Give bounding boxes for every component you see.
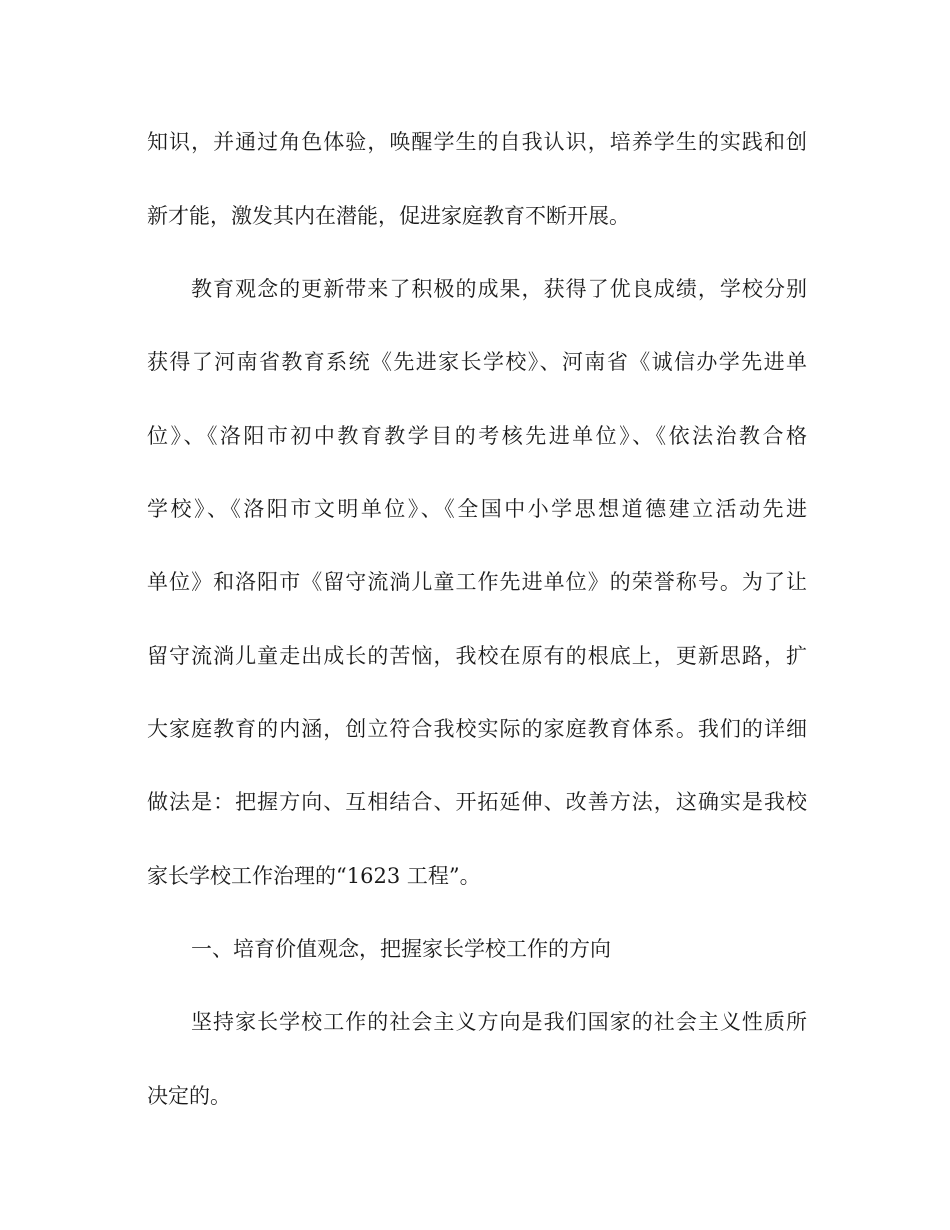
text-line-5: 位》、《洛阳市初中教育教学目的考核先进单位》、《依法治教合格	[147, 424, 807, 448]
text-line-6: 学校》、《洛阳市文明单位》、《全国中小学思想道德建立活动先进	[147, 497, 807, 521]
text-line-11: 家长学校工作治理的“1623 工程”。	[147, 864, 481, 888]
text-line-14: 决定的。	[147, 1084, 231, 1108]
text-line-7: 单位》和洛阳市《留守流淌儿童工作先进单位》的荣誉称号。为了让	[147, 570, 807, 594]
text-line-8: 留守流淌儿童走出成长的苦恼，我校在原有的根底上，更新思路，扩	[147, 644, 807, 668]
text-line-3: 教育观念的更新带来了积极的成果，获得了优良成绩，学校分别	[191, 277, 807, 301]
text-line-13: 坚持家长学校工作的社会主义方向是我们国家的社会主义性质所	[191, 1010, 807, 1034]
section-heading: 一、培育价值观念，把握家长学校工作的方向	[191, 937, 611, 961]
text-line-9: 大家庭教育的内涵，创立符合我校实际的家庭教育体系。我们的详细	[147, 717, 807, 741]
text-line-2: 新才能，激发其内在潜能，促进家庭教育不断开展。	[147, 204, 630, 228]
text-line-1: 知识，并通过角色体验，唤醒学生的自我认识，培养学生的实践和创	[147, 130, 807, 154]
text-line-10: 做法是：把握方向、互相结合、开拓延伸、改善方法，这确实是我校	[147, 790, 807, 814]
text-line-4: 获得了河南省教育系统《先进家长学校》、河南省《诚信办学先进单	[147, 350, 807, 374]
